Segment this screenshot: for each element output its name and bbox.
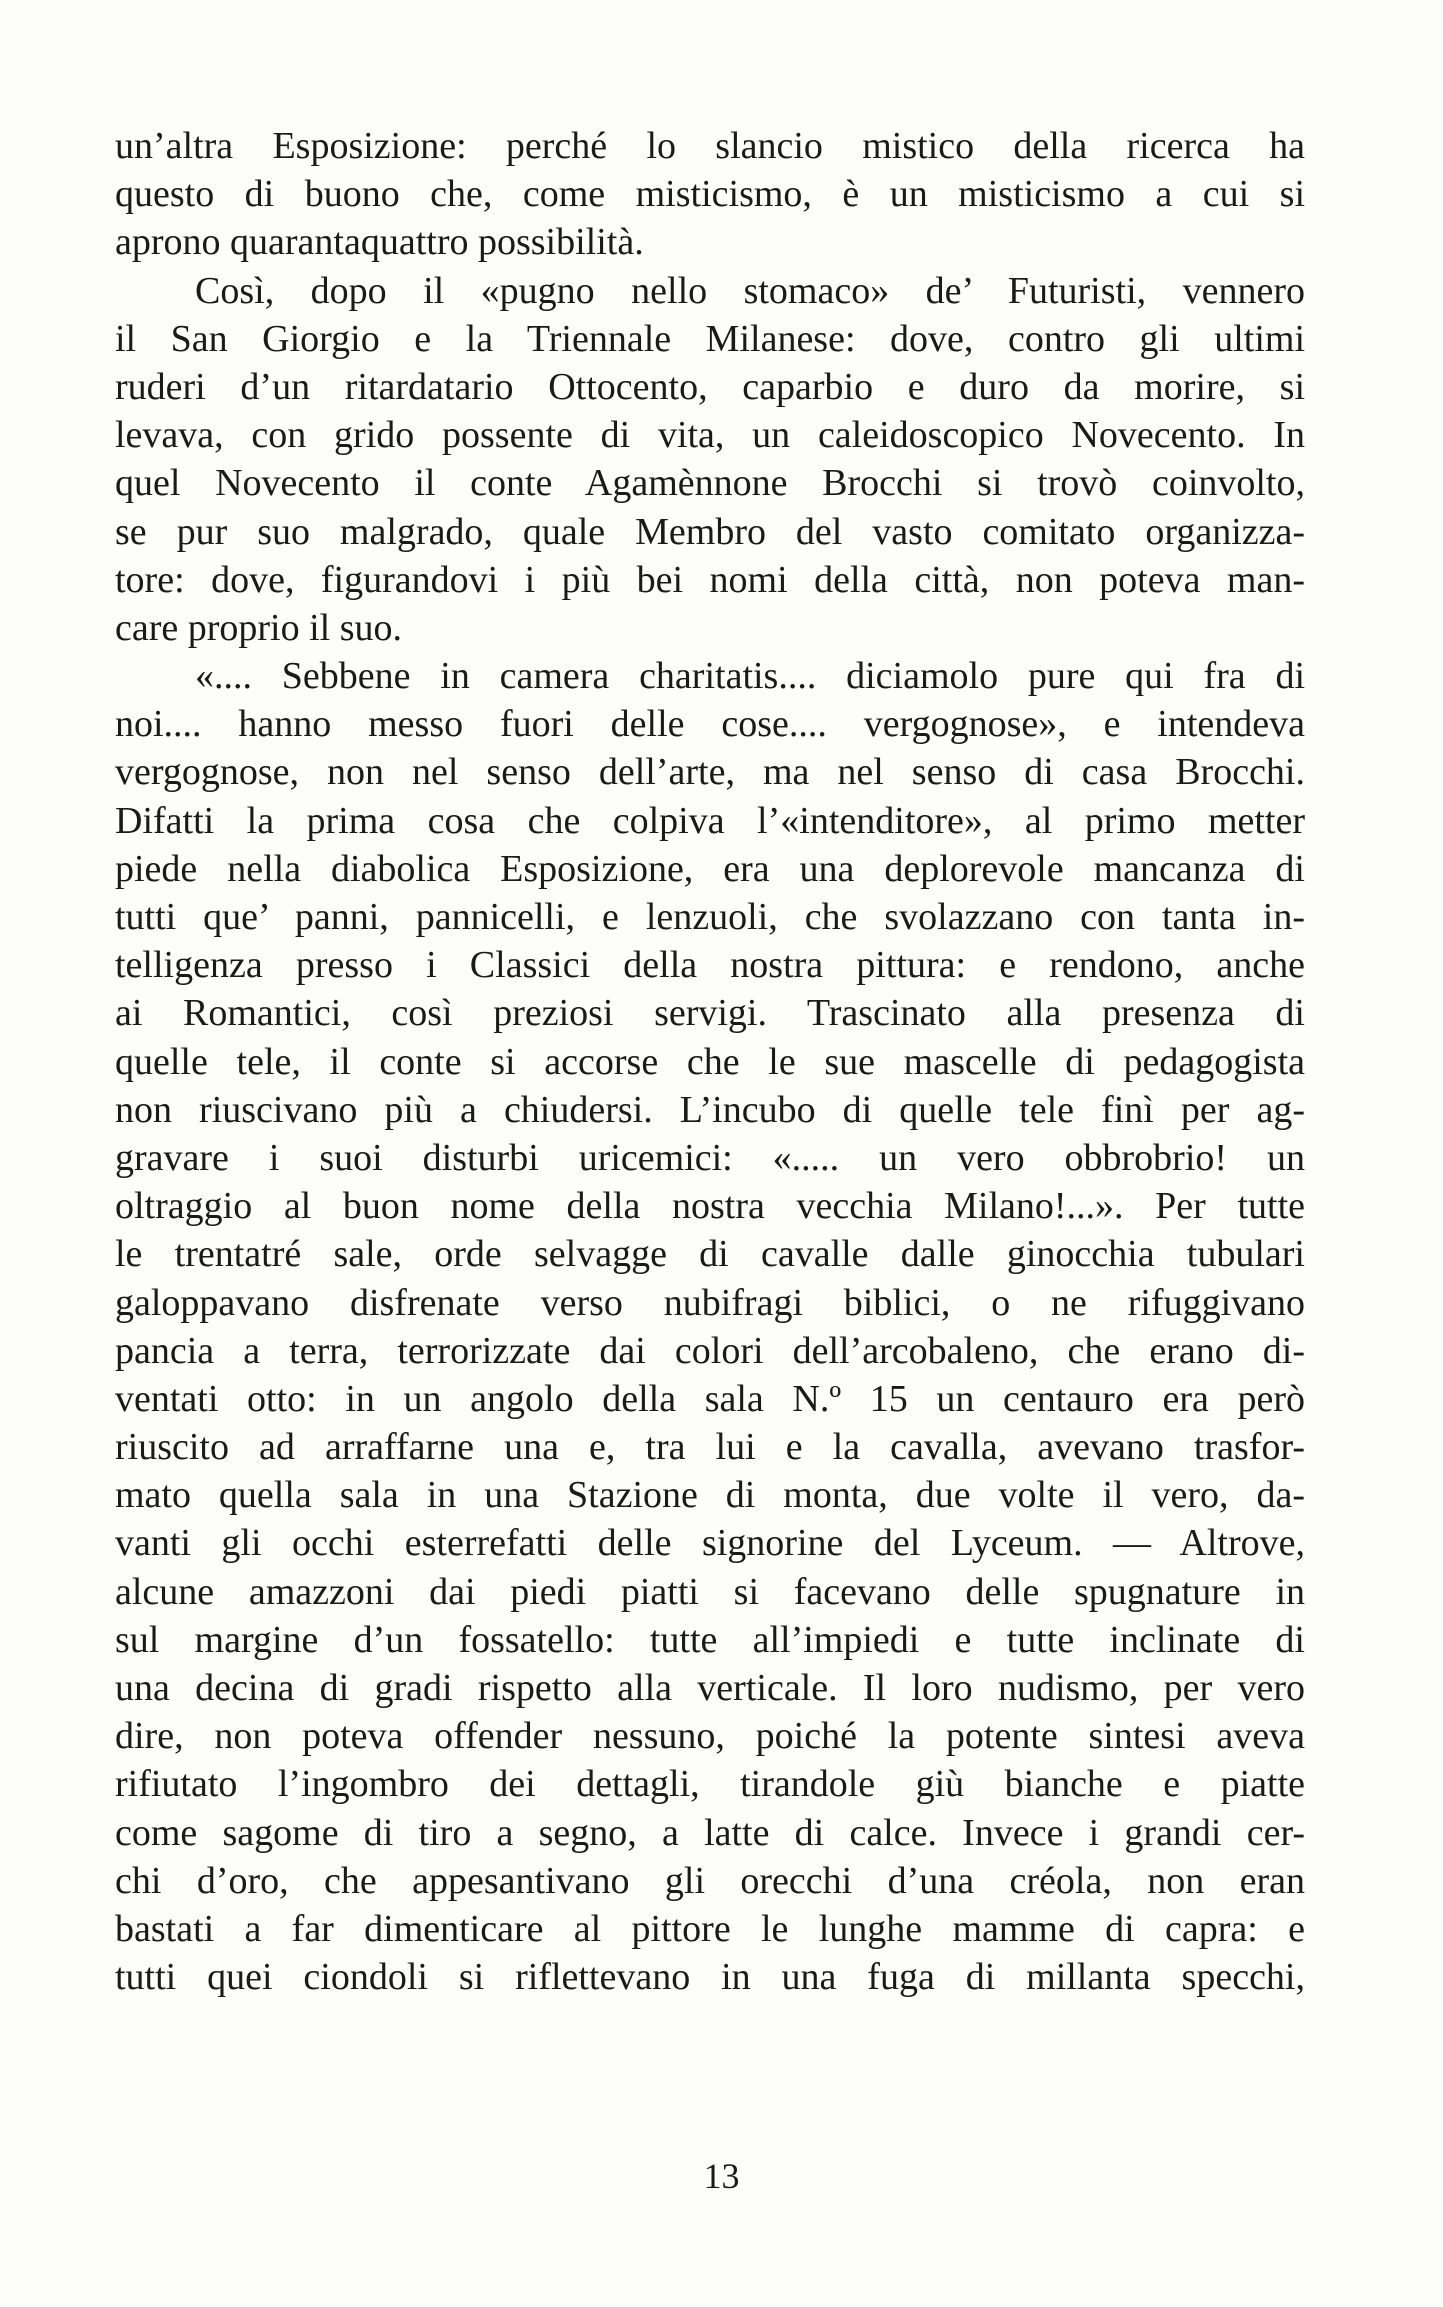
text-line: le trentatré sale, orde selvagge di cavalle dalle ginocchia tubulari bbox=[115, 1233, 1305, 1276]
text-line: vanti gli occhi esterrefatti delle signorine del Lyceum. — Altrove, bbox=[115, 1522, 1305, 1565]
text-line: se pur suo malgrado, quale Membro del vasto comitato organizza- bbox=[115, 510, 1305, 553]
text-line: «.... Sebbene in camera charitatis.... diciamolo pure qui fra di bbox=[195, 655, 1305, 698]
text-line: bastati a far dimenticare al pittore le lunghe mamme di capra: e bbox=[115, 1907, 1305, 1950]
text-line: una decina di gradi rispetto alla verticale. Il loro nudismo, per vero bbox=[115, 1667, 1305, 1709]
text-line: questo di buono che, come misticismo, è un misticismo a cui si bbox=[115, 173, 1305, 216]
text-line: un’altra Esposizione: perché lo slancio mistico della ricerca ha bbox=[115, 125, 1305, 167]
text-line: quel Novecento il conte Agamènnone Brocchi si trovò coinvolto, bbox=[115, 462, 1305, 505]
text-line: piede nella diabolica Esposizione, era una deplorevole mancanza di bbox=[115, 847, 1305, 890]
text-line: dire, non poteva offender nessuno, poiché la potente sintesi aveva bbox=[115, 1715, 1305, 1758]
text-line: gravare i suoi disturbi uricemici: «..... un vero obbrobrio! un bbox=[115, 1136, 1305, 1179]
text-line: tutti que’ panni, pannicelli, e lenzuoli, che svolazzano con tanta in- bbox=[115, 896, 1305, 938]
text-line: ai Romantici, così preziosi servigi. Trascinato alla presenza di bbox=[115, 992, 1305, 1035]
text-line: tutti quei ciondoli si riflettevano in una fuga di millanta specchi, bbox=[115, 1956, 1305, 1999]
text-line: riuscito ad arraffarne una e, tra lui e la cavalla, avevano trasfor- bbox=[115, 1426, 1305, 1469]
text-line: non riuscivano più a chiudersi. L’incubo di quelle tele finì per ag- bbox=[115, 1088, 1305, 1131]
text-line: mato quella sala in una Stazione di monta, due volte il vero, da- bbox=[115, 1474, 1305, 1517]
text-line: telligenza presso i Classici della nostra pittura: e rendono, anche bbox=[115, 944, 1305, 987]
text-line: levava, con grido possente di vita, un caleidoscopico Novecento. In bbox=[115, 414, 1305, 457]
text-line: tore: dove, figurandovi i più bei nomi della città, non poteva man- bbox=[115, 558, 1305, 601]
text-line: ventati otto: in un angolo della sala N.º 15 un centauro era però bbox=[115, 1377, 1305, 1420]
text-line: alcune amazzoni dai piedi piatti si facevano delle spugnature in bbox=[115, 1570, 1305, 1613]
body-text bbox=[115, 122, 1305, 2001]
text-line: Così, dopo il «pugno nello stomaco» de’ Futuristi, vennero bbox=[195, 269, 1305, 312]
text-line: rifiutato l’ingombro dei dettagli, tirandole giù bianche e piatte bbox=[115, 1763, 1305, 1806]
text-line: vergognose, non nel senso dell’arte, ma nel senso di casa Brocchi. bbox=[115, 751, 1305, 794]
text-line: quelle tele, il conte si accorse che le sue mascelle di pedagogista bbox=[115, 1040, 1305, 1083]
text-line: oltraggio al buon nome della nostra vecchia Milano!...». Per tutte bbox=[115, 1185, 1305, 1228]
text-line: sul margine d’un fossatello: tutte all’impiedi e tutte inclinate di bbox=[115, 1618, 1305, 1661]
text-line: pancia a terra, terrorizzate dai colori dell’arcobaleno, che erano di- bbox=[115, 1329, 1305, 1372]
text-line: aprono quarantaquattro possibilità. bbox=[115, 221, 644, 264]
text-line: care proprio il suo. bbox=[115, 606, 403, 649]
text-line: come sagome di tiro a segno, a latte di calce. Invece i grandi cer- bbox=[115, 1811, 1305, 1854]
text-line: ruderi d’un ritardatario Ottocento, caparbio e duro da morire, si bbox=[115, 365, 1305, 408]
text-line: noi.... hanno messo fuori delle cose.... vergognose», e intendeva bbox=[115, 703, 1305, 746]
text-line: il San Giorgio e la Triennale Milanese: dove, contro gli ultimi bbox=[115, 317, 1305, 360]
page-number: 13 bbox=[703, 2156, 740, 2196]
text-line: chi d’oro, che appesantivano gli orecchi d’una créola, non eran bbox=[115, 1859, 1305, 1902]
text-line: Difatti la prima cosa che colpiva l’«intenditore», al primo metter bbox=[115, 799, 1305, 842]
text-line: galoppavano disfrenate verso nubifragi biblici, o ne rifuggivano bbox=[115, 1281, 1305, 1324]
